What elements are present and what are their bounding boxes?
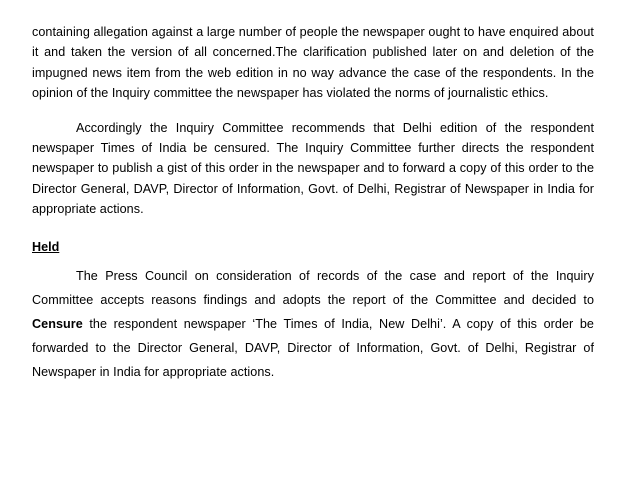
held-text-emphasis: Censure — [32, 316, 83, 331]
held-heading: Held — [32, 239, 60, 254]
held-text-part1: The Press Council on consideration of records of the case and report of the Inquiry Committee accepts reasons findings and adopts the report of the Committee and decided to — [32, 268, 594, 307]
paragraph-continuation: containing allegation against a large number of people the newspaper ought to have enquired about it and taken the version of all concerned.The clarification published later on and deletion of the impugned news item from the web edition in no way advance the case of the respondents. In the opinion of the Inquiry committee the newspaper has violated the norms of journalistic ethics. — [32, 25, 594, 101]
held-text-part2: the respondent newspaper ‘The Times of India, New Delhi’. A copy of this order be forwarded to the Director General, DAVP, Director of Information, Govt. of Delhi, Registrar of Newspaper in India for appropriate actions. — [32, 316, 594, 380]
paragraph-held — [32, 264, 594, 385]
held-heading-wrap — [32, 234, 594, 260]
paragraph-recommendation: Accordingly the Inquiry Committee recommends that Delhi edition of the respondent newspaper Times of India be censured. The Inquiry Committee further directs the respondent newspaper to publish a gist of this order in the newspaper and to forward a copy of this order to the Director General, DAVP, Director of Information, Govt. of Delhi, Registrar of Newspaper in India for appropriate actions. — [32, 120, 594, 217]
